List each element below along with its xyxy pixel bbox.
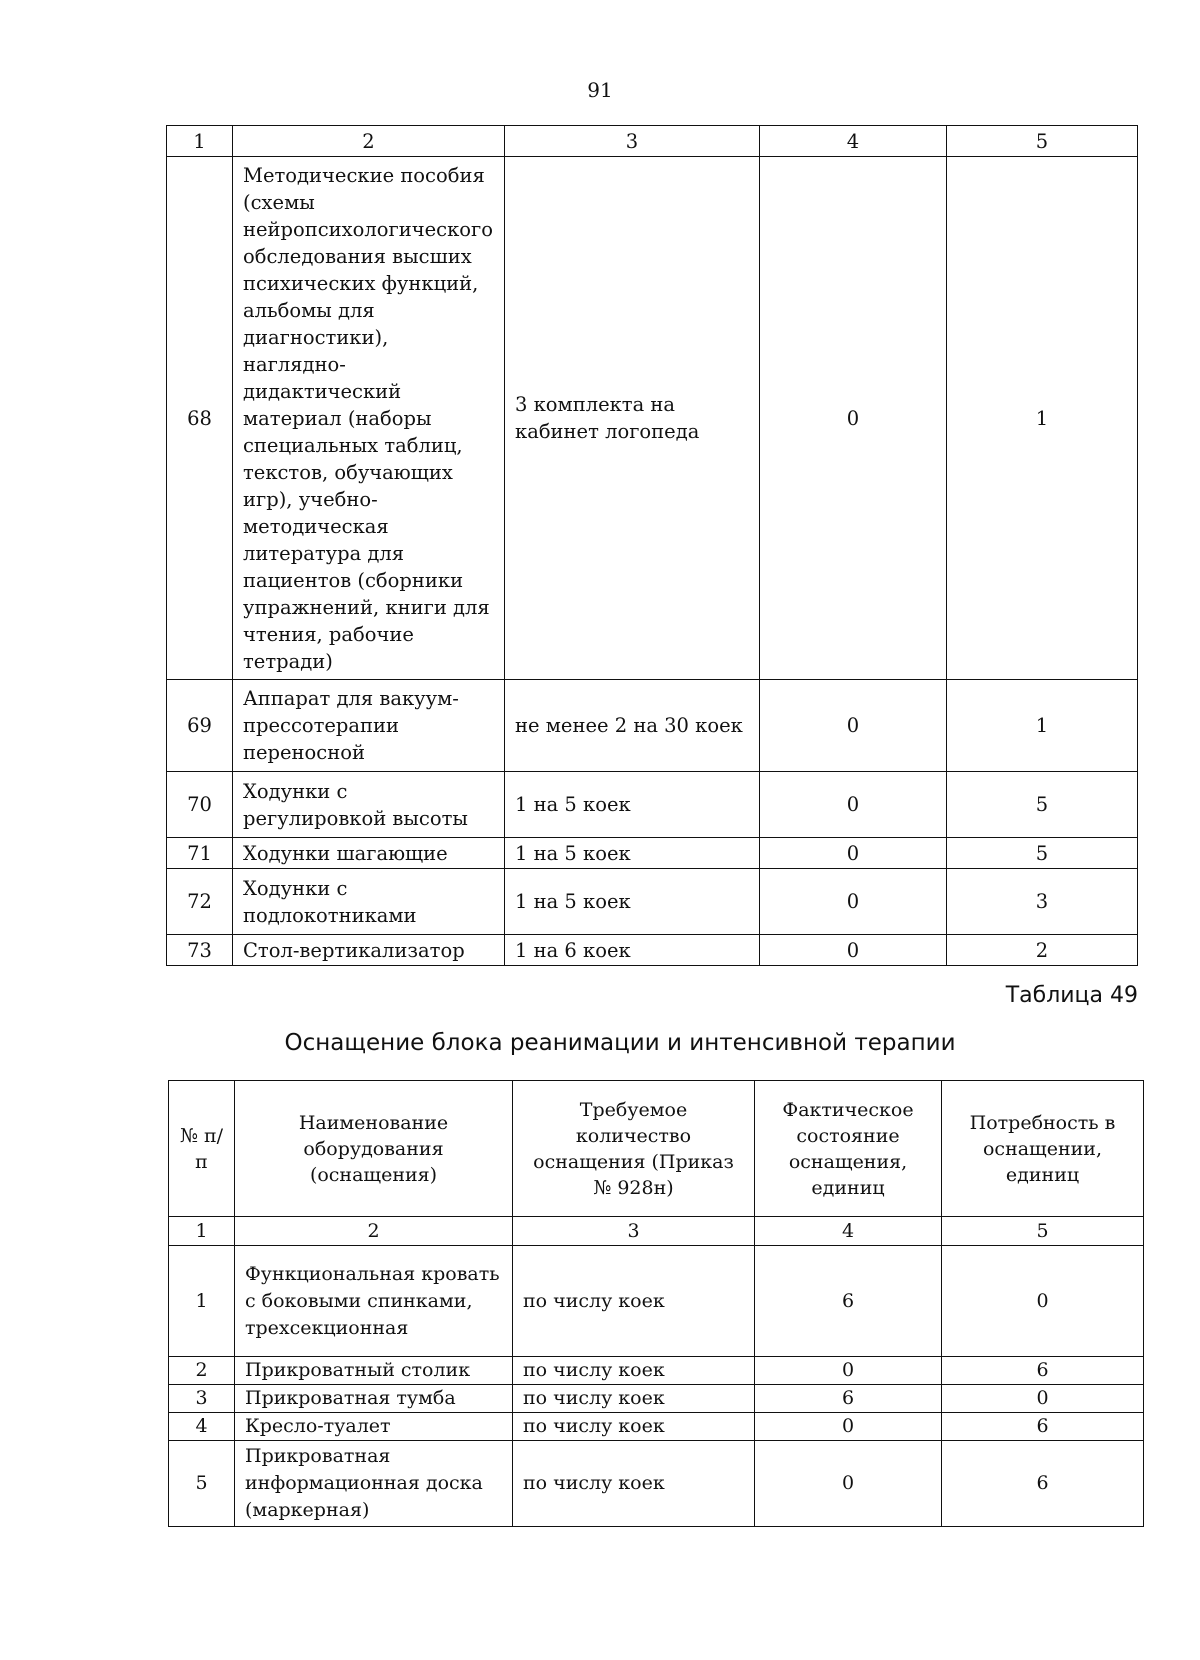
- row-number: 68: [167, 157, 233, 680]
- table-row: [167, 157, 1138, 680]
- row-number: 69: [167, 680, 233, 772]
- actual-quantity: 0: [755, 1357, 942, 1385]
- required-quantity: 3 комплекта на кабинет логопеда: [505, 157, 760, 680]
- row-number: 2: [169, 1357, 235, 1385]
- table-row: [167, 772, 1138, 838]
- required-quantity: по числу коек: [513, 1246, 755, 1357]
- column-index-row: [167, 126, 1138, 157]
- need-quantity: 6: [942, 1441, 1144, 1527]
- need-quantity: 0: [942, 1385, 1144, 1413]
- header-cell-required: Требуемое количество оснащения (Приказ № 928н): [513, 1081, 755, 1217]
- equipment-name: Функциональная кровать с боковыми спинками, трехсекционная: [235, 1246, 513, 1357]
- table-row: [169, 1246, 1144, 1357]
- actual-quantity: 0: [760, 772, 947, 838]
- table-row: [167, 869, 1138, 935]
- table-row: [167, 680, 1138, 772]
- column-index: 1: [167, 126, 233, 157]
- need-quantity: 5: [947, 772, 1138, 838]
- table-row: [167, 838, 1138, 869]
- required-quantity: по числу коек: [513, 1441, 755, 1527]
- actual-quantity: 0: [755, 1441, 942, 1527]
- equipment-name: Аппарат для вакуум-прессотерапии переносной: [233, 680, 505, 772]
- need-quantity: 1: [947, 157, 1138, 680]
- column-index: 3: [513, 1217, 755, 1246]
- actual-quantity: 0: [760, 869, 947, 935]
- equipment-name: Ходунки шагающие: [233, 838, 505, 869]
- row-number: 3: [169, 1385, 235, 1413]
- actual-quantity: 0: [755, 1413, 942, 1441]
- table-title: Оснащение блока реанимации и интенсивной терапии: [284, 1030, 956, 1056]
- equipment-table-continued: [166, 125, 1138, 966]
- row-number: 4: [169, 1413, 235, 1441]
- row-number: 1: [169, 1246, 235, 1357]
- header-cell-number: № п/п: [169, 1081, 235, 1217]
- actual-quantity: 0: [760, 680, 947, 772]
- need-quantity: 2: [947, 935, 1138, 966]
- required-quantity: по числу коек: [513, 1357, 755, 1385]
- icu-equipment-table: [168, 1080, 1144, 1527]
- table-row: [169, 1413, 1144, 1441]
- required-quantity: не менее 2 на 30 коек: [505, 680, 760, 772]
- column-index: 2: [233, 126, 505, 157]
- equipment-name: Кресло-туалет: [235, 1413, 513, 1441]
- table-row: [169, 1385, 1144, 1413]
- equipment-name: Прикроватный столик: [235, 1357, 513, 1385]
- actual-quantity: 6: [755, 1385, 942, 1413]
- column-index: 2: [235, 1217, 513, 1246]
- actual-quantity: 0: [760, 157, 947, 680]
- row-number: 72: [167, 869, 233, 935]
- equipment-name: Ходунки с регулировкой высоты: [233, 772, 505, 838]
- required-quantity: по числу коек: [513, 1385, 755, 1413]
- required-quantity: 1 на 5 коек: [505, 838, 760, 869]
- column-index: 4: [760, 126, 947, 157]
- column-index: 1: [169, 1217, 235, 1246]
- need-quantity: 3: [947, 869, 1138, 935]
- header-cell-actual: Фактическое состояние оснащения, единиц: [755, 1081, 942, 1217]
- column-index: 4: [755, 1217, 942, 1246]
- column-index: 5: [942, 1217, 1144, 1246]
- header-cell-need: Потребность в оснащении, единиц: [942, 1081, 1144, 1217]
- column-index: 5: [947, 126, 1138, 157]
- row-number: 5: [169, 1441, 235, 1527]
- required-quantity: 1 на 6 коек: [505, 935, 760, 966]
- row-number: 71: [167, 838, 233, 869]
- required-quantity: 1 на 5 коек: [505, 772, 760, 838]
- need-quantity: 0: [942, 1246, 1144, 1357]
- page-number: 91: [587, 78, 613, 102]
- header-row: [169, 1081, 1144, 1217]
- actual-quantity: 0: [760, 935, 947, 966]
- row-number: 70: [167, 772, 233, 838]
- need-quantity: 6: [942, 1413, 1144, 1441]
- column-index: 3: [505, 126, 760, 157]
- equipment-name: Методические пособия (схемы нейропсихологического обследования высших психических функций, альбомы для диагностики), наглядно-дидактический материал (наборы специальных таблиц, текстов, обучающих игр), учебно-методическая литература для пациентов (сборники упражнений, книги для чтения, рабочие тетради): [233, 157, 505, 680]
- column-index-row: [169, 1217, 1144, 1246]
- equipment-name: Ходунки с подлокотниками: [233, 869, 505, 935]
- required-quantity: 1 на 5 коек: [505, 869, 760, 935]
- equipment-name: Прикроватная информационная доска (маркерная): [235, 1441, 513, 1527]
- actual-quantity: 6: [755, 1246, 942, 1357]
- table-row: [167, 935, 1138, 966]
- header-cell-name: Наименование оборудования (оснащения): [235, 1081, 513, 1217]
- actual-quantity: 0: [760, 838, 947, 869]
- required-quantity: по числу коек: [513, 1413, 755, 1441]
- need-quantity: 1: [947, 680, 1138, 772]
- table-row: [169, 1441, 1144, 1527]
- equipment-name: Стол-вертикализатор: [233, 935, 505, 966]
- table-number-label: Таблица 49: [1005, 983, 1138, 1008]
- row-number: 73: [167, 935, 233, 966]
- need-quantity: 5: [947, 838, 1138, 869]
- table-row: [169, 1357, 1144, 1385]
- need-quantity: 6: [942, 1357, 1144, 1385]
- equipment-name: Прикроватная тумба: [235, 1385, 513, 1413]
